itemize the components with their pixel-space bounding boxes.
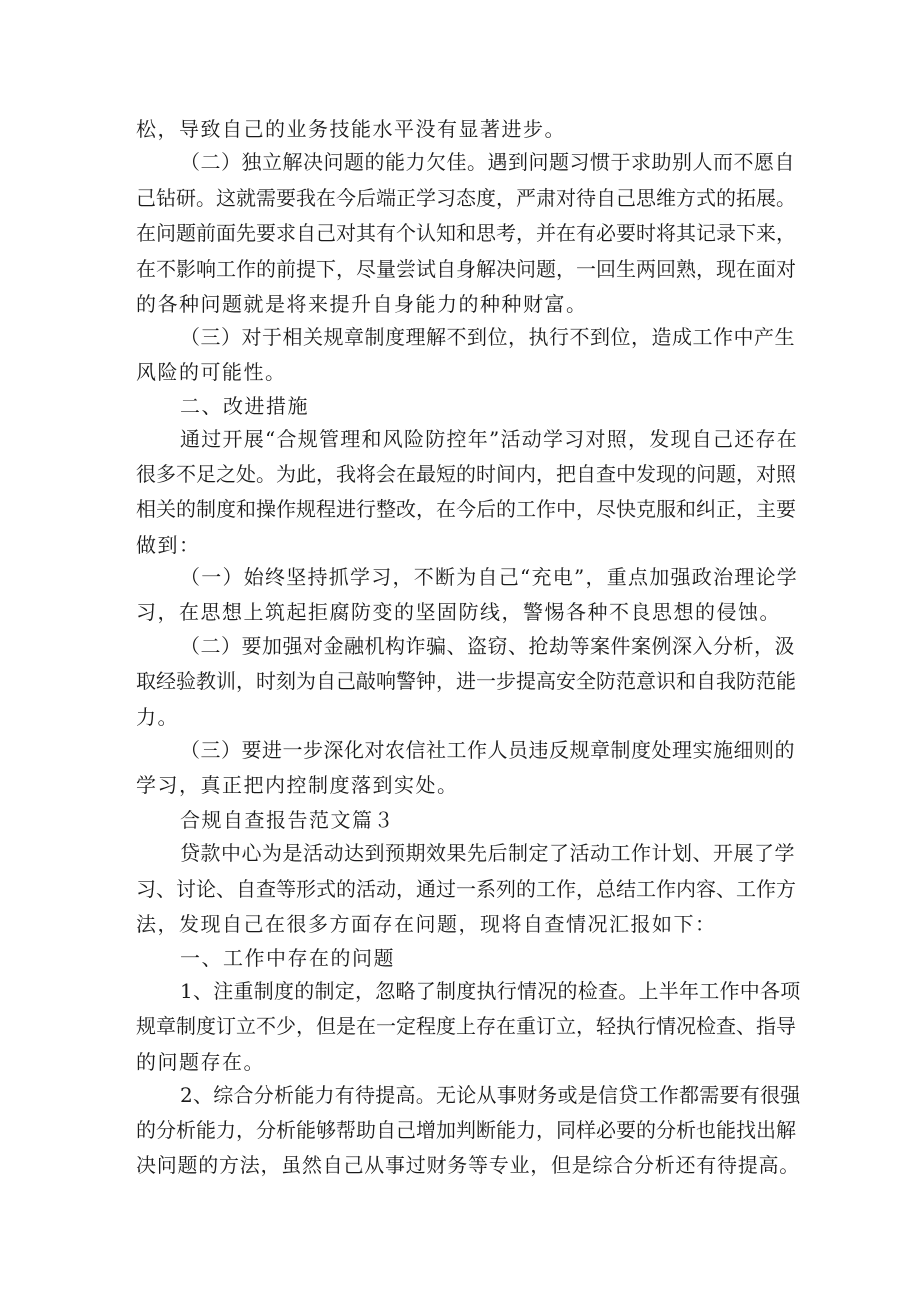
text-line: 的问题存在。 (136, 1050, 265, 1074)
text-line: 做到： (136, 533, 201, 557)
section-heading: 二、改进措施 (180, 394, 309, 418)
text-line: 很多不足之处。为此，我将会在最短的时间内，把自查中发现的问题，对照 (136, 462, 796, 486)
text-line: 力。 (136, 705, 179, 729)
section-heading: 合规自查报告范文篇３ (180, 808, 395, 832)
text-line: 的分析能力，分析能够帮助自己增加判断能力，同样必要的分析也能找出解 (136, 1118, 796, 1142)
text-line: 习，在思想上筑起拒腐防变的坚固防线，警惕各种不良思想的侵蚀。 (136, 600, 781, 624)
text-line: 法，发现自己在很多方面存在问题，现将自查情况汇报如下： (136, 912, 717, 936)
text-line: 决问题的方法，虽然自己从事过财务等专业，但是综合分析还有待提高。 (136, 1153, 800, 1177)
text-line: 2、综合分析能力有待提高。无论从事财务或是信贷工作都需要有很强 (180, 1083, 801, 1107)
text-line: 通过开展“合规管理和风险防控年”活动学习对照，发现自己还存在 (180, 427, 798, 451)
text-line: 学习，真正把内控制度落到实处。 (136, 773, 459, 797)
text-line: 风险的可能性。 (136, 360, 287, 384)
text-line: （三）要进一步深化对农信社工作人员违反规章制度处理实施细则的 (180, 738, 795, 762)
text-line: 1、注重制度的制定，忽略了制度执行情况的检查。上半年工作中各项 (180, 979, 801, 1003)
text-line: （一）始终坚持抓学习，不断为自己“充电”，重点加强政治理论学 (180, 565, 798, 589)
text-line: 贷款中心为是活动达到预期效果先后制定了活动工作计划、开展了学 (180, 841, 795, 865)
text-line: 在不影响工作的前提下，尽量尝试自身解决问题，一回生两回熟，现在面对 (136, 257, 796, 281)
section-heading: 一、工作中存在的问题 (180, 946, 395, 970)
text-line: （三）对于相关规章制度理解不到位，执行不到位，造成工作中产生 (180, 325, 795, 349)
text-line: 松，导致自己的业务技能水平没有显著进步。 (136, 117, 566, 141)
text-line: 的各种问题就是将来提升自身能力的种种财富。 (136, 292, 588, 316)
text-line: 习、讨论、自查等形式的活动，通过一系列的工作，总结工作内容、工作方 (136, 877, 796, 901)
text-line: 在问题前面先要求自己对其有个认知和思考，并在有必要时将其记录下来， (136, 221, 796, 245)
text-line: 规章制度订立不少，但是在一定程度上存在重订立，轻执行情况检查、指导 (136, 1014, 796, 1038)
text-line: （二）要加强对金融机构诈骗、盗窃、抢劫等案件案例深入分析，汲 (180, 634, 795, 658)
text-line: （二）独立解决问题的能力欠佳。遇到问题习惯于求助别人而不愿自 (180, 150, 795, 174)
text-line: 取经验教训，时刻为自己敲响警钟，进一步提高安全防范意识和自我防范能 (136, 669, 796, 693)
text-line: 己钻研。这就需要我在今后端正学习态度，严肃对待自己思维方式的拓展。 (136, 186, 796, 210)
text-line: 相关的制度和操作规程进行整改，在今后的工作中，尽快克服和纠正，主要 (136, 497, 796, 521)
